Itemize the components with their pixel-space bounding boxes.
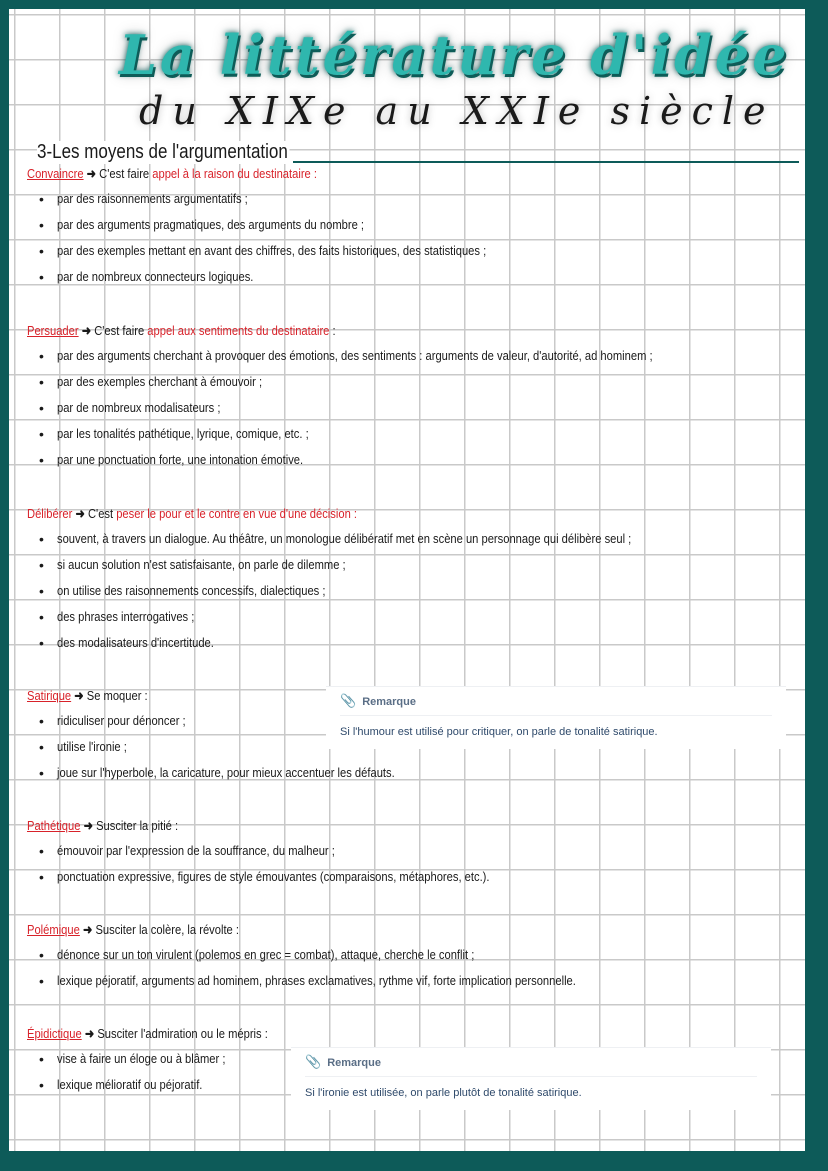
list-item: • par des raisonnements argumentatifs ; bbox=[27, 186, 556, 212]
remark-box bbox=[291, 1047, 771, 1110]
section-convaincre bbox=[27, 166, 556, 290]
list-item: • utilise l'ironie ; bbox=[27, 734, 450, 760]
list-item: • souvent, à travers un dialogue. Au théâtre, un monologue délibératif met en scène un personnage qui délibère seul ; bbox=[27, 526, 725, 552]
bullet-list bbox=[27, 186, 556, 290]
list-item: • émouvoir par l'expression de la souffrance, du malheur ; bbox=[27, 838, 560, 864]
arrow-right-icon: ➜ bbox=[74, 688, 84, 703]
remark-header: 📎 Remarque bbox=[340, 693, 416, 708]
keyword: Pathétique bbox=[27, 818, 81, 833]
section-polemique bbox=[27, 922, 660, 994]
heading-highlight: peser le pour et le contre en vue d'une décision : bbox=[116, 506, 358, 521]
arrow-right-icon: ➜ bbox=[83, 818, 93, 833]
list-item: • joue sur l'hyperbole, la caricature, pour mieux accentuer les défauts. bbox=[27, 760, 450, 786]
list-item: • vise à faire un éloge ou à blâmer ; bbox=[27, 1046, 307, 1072]
heading-highlight: appel à la raison du destinataire : bbox=[152, 166, 317, 181]
arrow-right-icon: ➜ bbox=[81, 323, 92, 338]
remark-text: Si l'ironie est utilisée, on parle plutôt de tonalité satirique. bbox=[305, 1087, 582, 1099]
list-item: • des modalisateurs d'incertitude. bbox=[27, 630, 725, 656]
section-deliberer bbox=[27, 506, 725, 656]
bullet-list bbox=[27, 942, 660, 994]
keyword: Polémique bbox=[27, 922, 80, 937]
bullet-list bbox=[27, 526, 725, 656]
arrow-right-icon: ➜ bbox=[86, 166, 97, 181]
heading-tail: : bbox=[329, 323, 336, 338]
keyword: Délibérer bbox=[27, 506, 73, 521]
section-heading bbox=[27, 323, 648, 339]
bullet-list bbox=[27, 838, 560, 890]
heading-lead: Susciter la colère, la révolte : bbox=[95, 922, 239, 937]
page-subtitle: du XIXe au XXIe siècle bbox=[139, 89, 775, 133]
paperclip-icon: 📎 bbox=[305, 1054, 322, 1069]
keyword: Satirique bbox=[27, 688, 72, 703]
list-item: • par les tonalités pathétique, lyrique, comique, etc. ; bbox=[27, 421, 750, 447]
list-item: • dénonce sur un ton virulent (polemos en grec = combat), attaque, cherche le conflit ; bbox=[27, 942, 660, 968]
bullet-list bbox=[27, 343, 750, 473]
list-item: • par des exemples mettant en avant des chiffres, des faits historiques, des statistiques ; bbox=[27, 238, 556, 264]
list-item: • par de nombreux modalisateurs ; bbox=[27, 395, 750, 421]
arrow-right-icon: ➜ bbox=[82, 922, 93, 937]
keyword: Épidictique bbox=[27, 1026, 82, 1041]
section-divider bbox=[293, 161, 799, 163]
list-item: • on utilise des raisonnements concessifs, dialectiques ; bbox=[27, 578, 725, 604]
list-item: • par de nombreux connecteurs logiques. bbox=[27, 264, 556, 290]
page-title: La littérature d'idée bbox=[119, 23, 790, 87]
list-item: • par des exemples cherchant à émouvoir ; bbox=[27, 369, 750, 395]
section-heading bbox=[27, 166, 482, 182]
section-persuader bbox=[27, 323, 750, 473]
remark-header: 📎 Remarque bbox=[305, 1054, 381, 1069]
list-item: • par des arguments cherchant à provoquer des émotions, des sentiments : arguments de valeur, d'autorité, ad hominem ; bbox=[27, 343, 750, 369]
list-item: • par une ponctuation forte, une intonation émotive. bbox=[27, 447, 750, 473]
keyword: Persuader bbox=[27, 323, 79, 338]
list-item: • ridiculiser pour dénoncer ; bbox=[27, 708, 450, 734]
paperclip-icon: 📎 bbox=[340, 693, 357, 708]
heading-lead: Se moquer : bbox=[86, 688, 148, 703]
remark-text: Si l'humour est utilisé pour critiquer, on parle de tonalité satirique. bbox=[340, 726, 658, 738]
heading-lead: Susciter l'admiration ou le mépris : bbox=[97, 1026, 268, 1041]
notes-page bbox=[9, 9, 805, 1151]
section-heading bbox=[27, 922, 572, 938]
bullet-list bbox=[27, 1046, 307, 1098]
list-item: • si aucun solution n'est satisfaisante, on parle de dilemme ; bbox=[27, 552, 725, 578]
list-item: • lexique mélioratif ou péjoratif. bbox=[27, 1072, 307, 1098]
heading-lead: C'est faire bbox=[99, 166, 153, 181]
arrow-right-icon: ➜ bbox=[75, 506, 85, 521]
list-item: • ponctuation expressive, figures de style émouvantes (comparaisons, métaphores, etc.). bbox=[27, 864, 560, 890]
heading-lead: C'est faire bbox=[94, 323, 148, 338]
section-pathetique bbox=[27, 818, 560, 890]
section-heading bbox=[27, 818, 485, 834]
keyword: Convaincre bbox=[27, 166, 84, 181]
remark-box bbox=[326, 686, 786, 749]
list-item: • par des arguments pragmatiques, des arguments du nombre ; bbox=[27, 212, 556, 238]
heading-highlight: appel aux sentiments du destinataire bbox=[147, 323, 330, 338]
arrow-right-icon: ➜ bbox=[84, 1026, 95, 1041]
list-item: • lexique péjoratif, arguments ad hominem, phrases exclamatives, rythme vif, forte implication personnelle. bbox=[27, 968, 660, 994]
section-heading bbox=[27, 1026, 268, 1042]
heading-lead: Susciter la pitié : bbox=[96, 818, 179, 833]
heading-lead: C'est bbox=[87, 506, 117, 521]
section-title: 3-Les moyens de l'argumentation bbox=[37, 141, 288, 163]
list-item: • des phrases interrogatives ; bbox=[27, 604, 725, 630]
section-heading bbox=[27, 506, 627, 522]
section-epidictique bbox=[27, 1026, 307, 1098]
